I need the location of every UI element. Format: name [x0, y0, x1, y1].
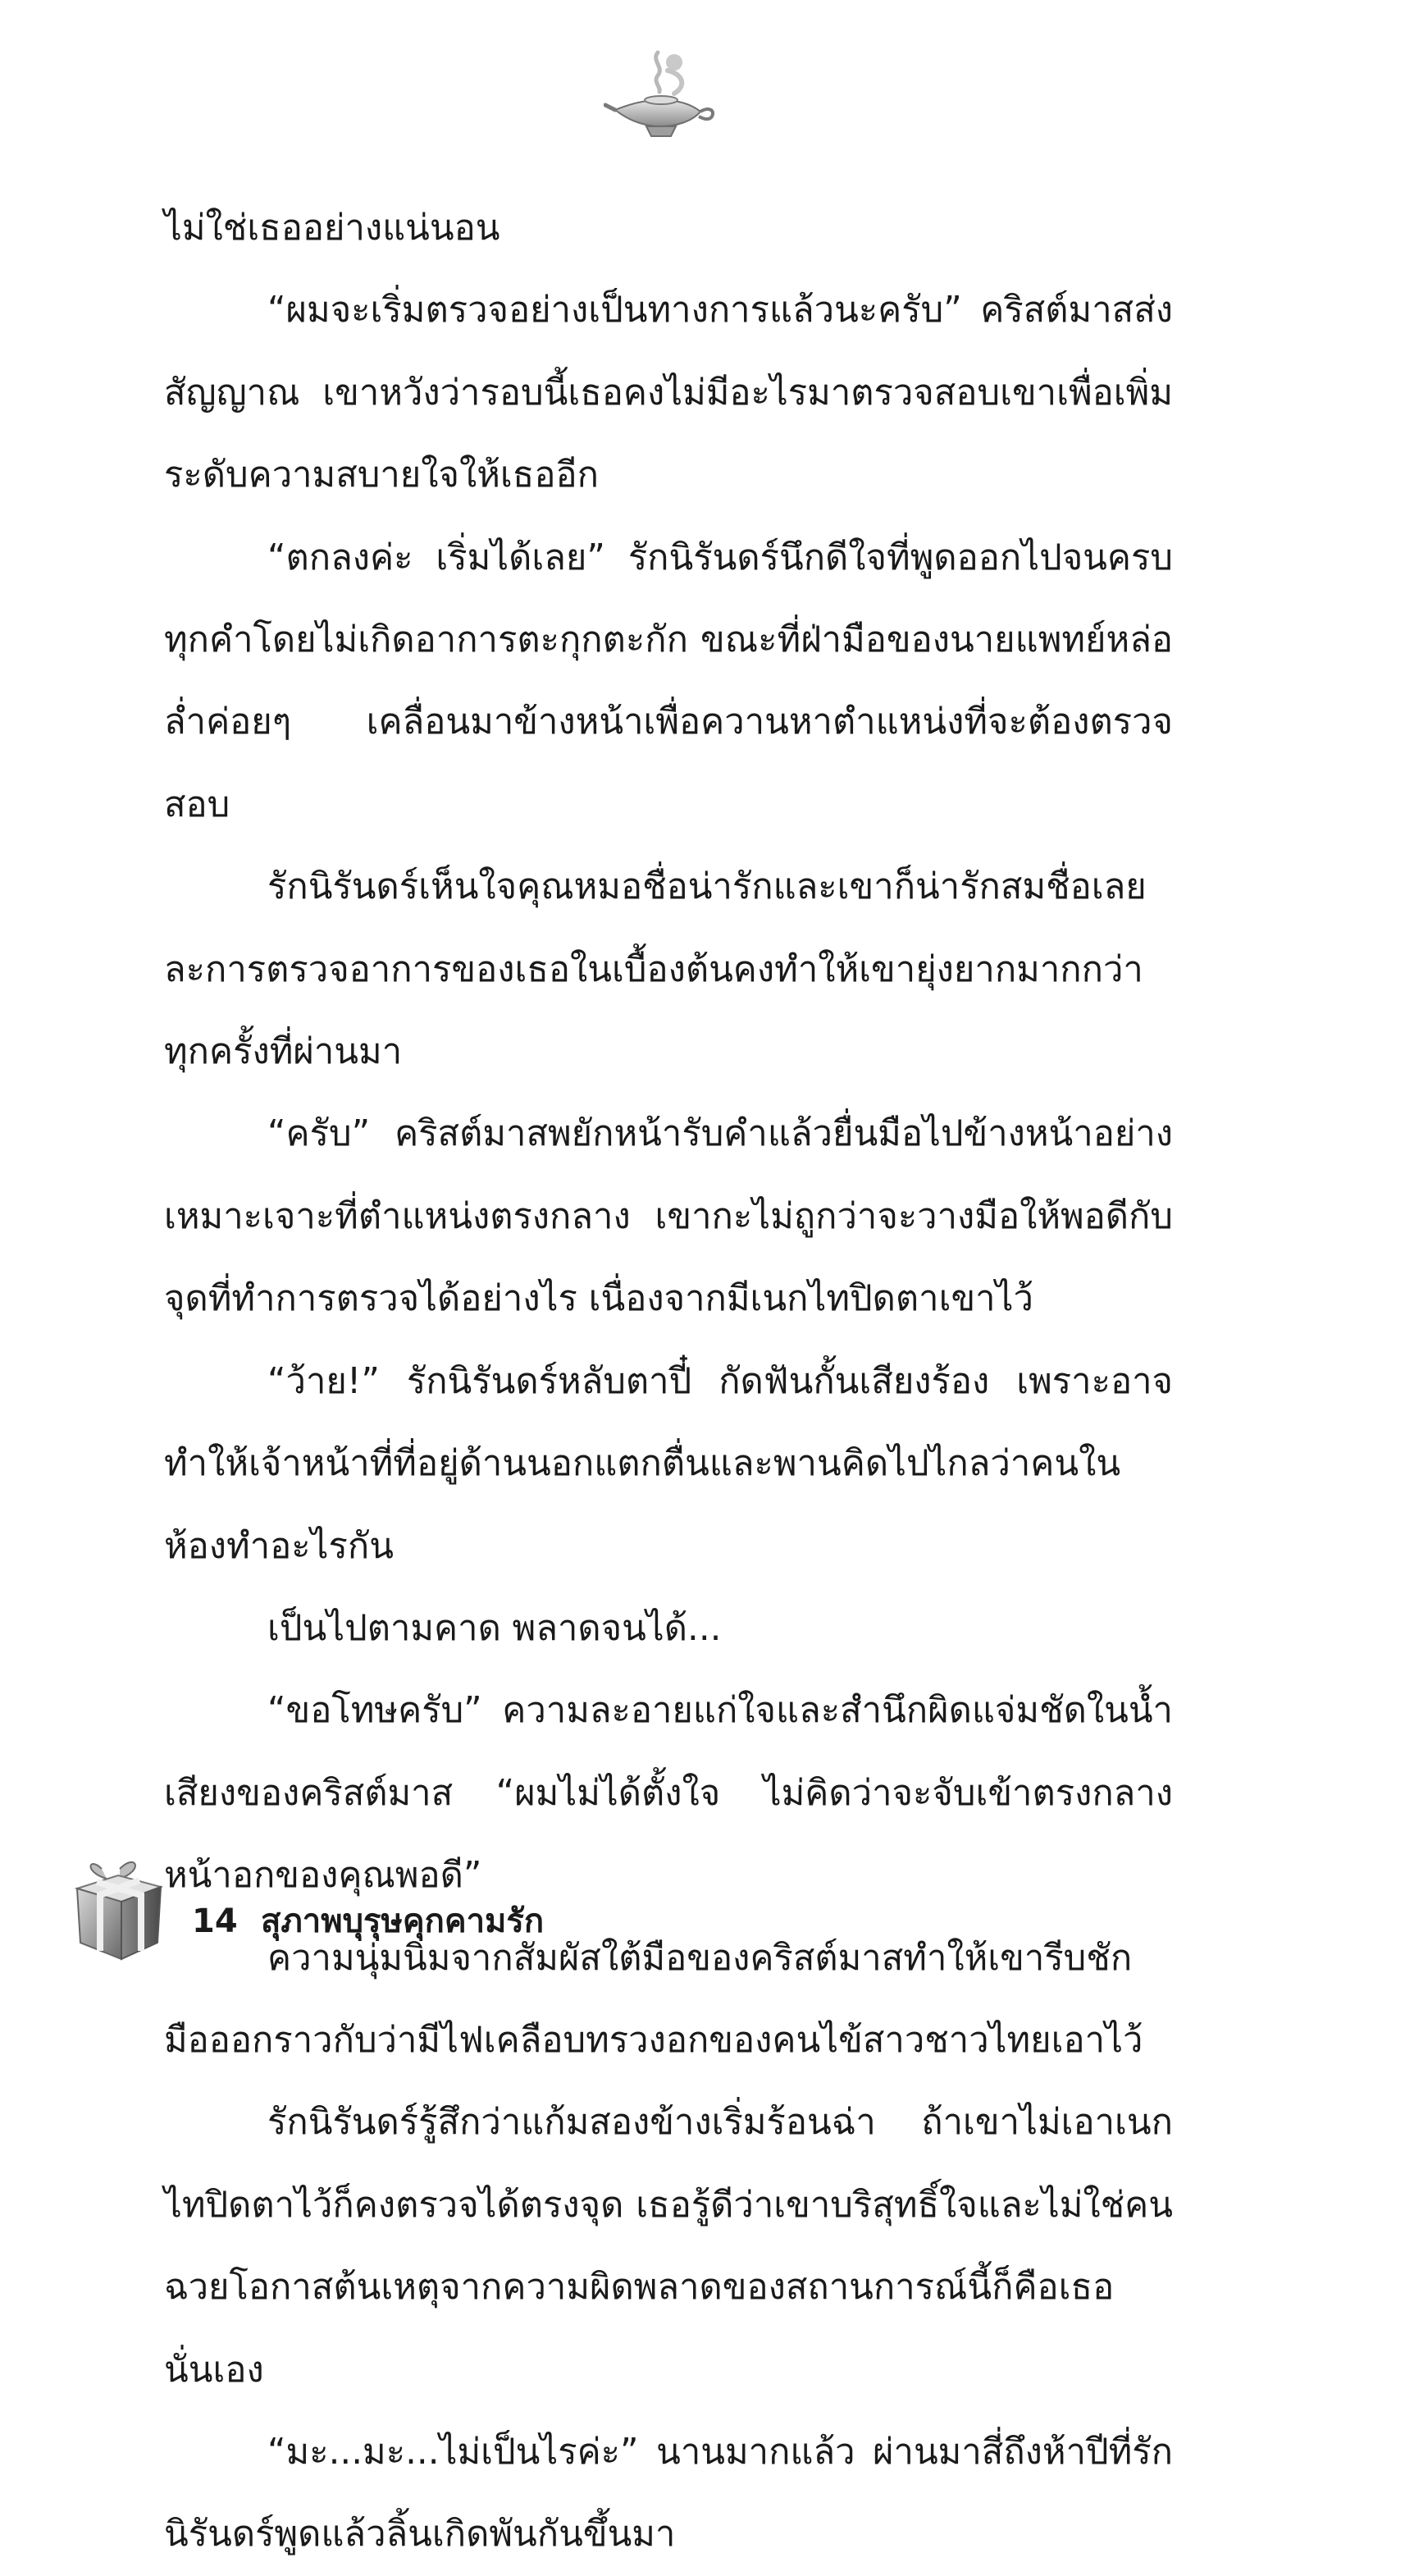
paragraph: รักนิรันดร์เห็นใจคุณหมอชื่อน่ารักและเขาก็น่ารักสมชื่อเลยละการตรวจอาการของเธอในเบื้องต้นคงทำให้เขายุ่งยากมากกว่าทุกครั้งที่ผ่านมา: [164, 866, 1147, 1073]
page-number: 14: [192, 1902, 238, 1940]
paragraph: รักนิรันดร์รู้สึกว่าแก้มสองข้างเริ่มร้อนฉ่า ถ้าเขาไม่เอาเนกไทปิดตาไว้ก็คงตรวจได้ตรงจุด เธอรู้ดีว่าเขาบริสุทธิ์ใจและไม่ใช่คนฉวยโอกาสต้นเหตุจากความผิดพลาดของสถานการณ์นี้ก็คือเธอนั่นเอง: [164, 2102, 1173, 2391]
paragraph: ไม่ใช่เธออย่างแน่นอน: [164, 208, 500, 249]
paragraph: ความนุ่มนิ่มจากสัมผัสใต้มือของคริสต์มาสทำให้เขารีบชักมือออกราวกับว่ามีไฟเคลือบทรวงอกของคนไข้สาวชาวไทยเอาไว้: [164, 1937, 1143, 2061]
paragraph: เป็นไปตามคาด พลาดจนได้...: [267, 1607, 722, 1649]
paragraph: “มะ...มะ...ไม่เป็นไรค่ะ” นานมากแล้ว ผ่านมาสี่ถึงห้าปีที่รักนิรันดร์พูดแล้วลิ้นเกิดพันกันขึ้นมา: [164, 2431, 1173, 2555]
paragraph: “ว้าย!” รักนิรันดร์หลับตาปี๋ กัดฟันกั้นเสียงร้อง เพราะอาจทำให้เจ้าหน้าที่ที่อยู่ด้านนอกแตกตื่นและพานคิดไปไกลว่าคนในห้องทำอะไรกัน: [164, 1360, 1173, 1567]
gift-box-icon: [69, 1851, 167, 1966]
genie-lamp-icon: [604, 46, 718, 144]
paragraph: “ตกลงค่ะ เริ่มได้เลย” รักนิรันดร์นึกดีใจที่พูดออกไปจนครบทุกคำโดยไม่เกิดอาการตะกุกตะกัก ขณะที่ฝ่ามือของนายแพทย์หล่อล่ำค่อยๆ เคลื่อนมาข้างหน้าเพื่อควานหาตำแหน่งที่จะต้องตรวจสอบ: [164, 537, 1173, 825]
book-title: สุภาพบุรุษคุกคามรัก: [261, 1902, 545, 1940]
paragraph: “ครับ” คริสต์มาสพยักหน้ารับคำแล้วยื่นมือไปข้างหน้าอย่างเหมาะเจาะที่ตำแหน่งตรงกลาง เขากะไม่ถูกว่าจะวางมือให้พอดีกับจุดที่ทำการตรวจได้อย่างไร เนื่องจากมีเนกไทปิดตาเขาไว้: [164, 1113, 1173, 1320]
paragraph: “ขอโทษครับ” ความละอายแก่ใจและสำนึกผิดแจ่มชัดในน้ำเสียงของคริสต์มาส “ผมไม่ได้ตั้งใจ ไม่คิดว่าจะจับเข้าตรงกลางหน้าอกของคุณพอดี”: [164, 1690, 1173, 1897]
paragraph: “ผมจะเริ่มตรวจอย่างเป็นทางการแล้วนะครับ” คริสต์มาสส่งสัญญาณ เขาหวังว่ารอบนี้เธอคงไม่มีอะไรมาตรวจสอบเขาเพื่อเพิ่มระดับความสบายใจให้เธออีก: [164, 290, 1173, 496]
body-text: [164, 187, 1173, 2576]
